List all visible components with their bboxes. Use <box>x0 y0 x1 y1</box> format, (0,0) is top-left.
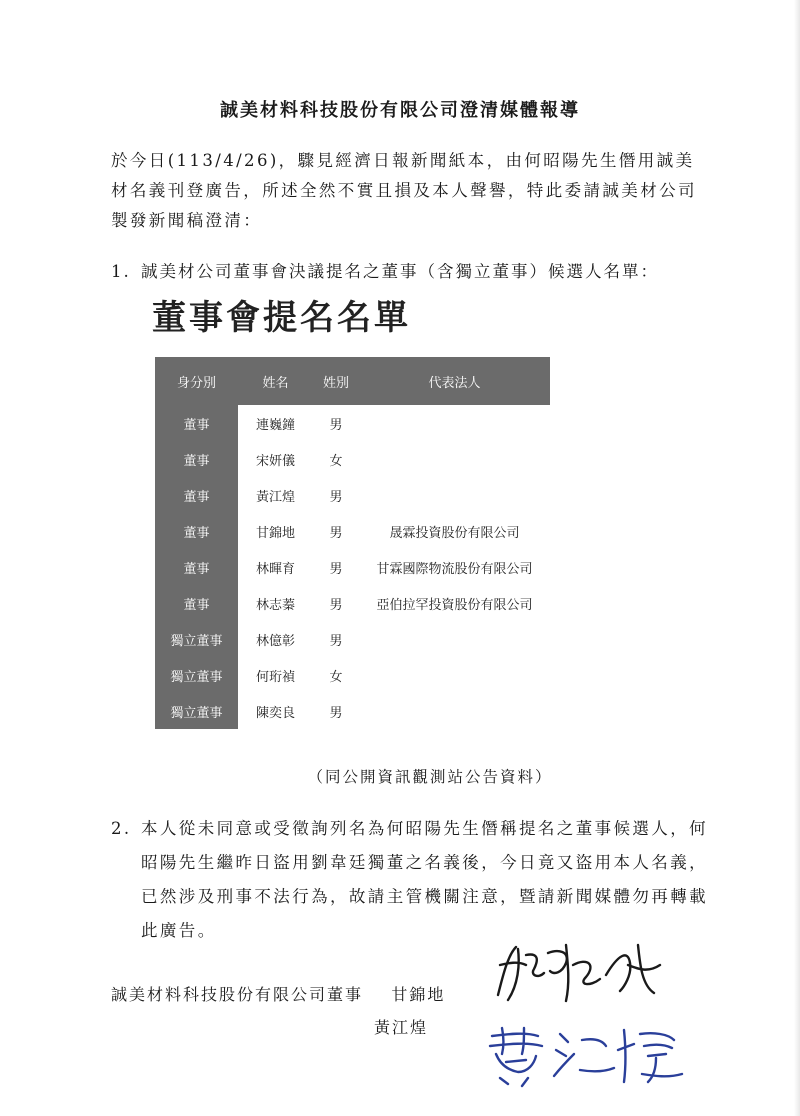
header-gender: 姓別 <box>313 357 359 405</box>
signer-name-2: 黃江煌 <box>374 1018 429 1037</box>
cell-role: 獨立董事 <box>155 657 238 693</box>
cell-role: 董事 <box>155 585 238 621</box>
cell-name: 甘錦地 <box>255 525 295 541</box>
cell-role: 董事 <box>155 513 238 549</box>
table-row <box>155 441 550 477</box>
cell-gender: 男 <box>329 489 343 505</box>
cell-rep: 晟霖投資股份有限公司 <box>389 525 520 541</box>
handwritten-signature-2 <box>478 1020 698 1090</box>
item-1-number: 1. <box>111 262 131 281</box>
cell-rep: 亞伯拉罕投資股份有限公司 <box>376 597 533 613</box>
cell-name: 宋妍儀 <box>255 453 295 469</box>
cell-name: 林志蓁 <box>255 597 295 613</box>
cell-rep <box>359 477 550 513</box>
cell-rep: 甘霖國際物流股份有限公司 <box>376 561 533 577</box>
intro-paragraph: 於今日(113/4/26)，驟見經濟日報新聞紙本，由何昭陽先生僭用誠美材名義刊登廣告，所述全然不實且損及本人聲譽，特此委請誠美材公司製發新聞稿澄清： <box>111 151 697 230</box>
page-edge-shadow <box>794 0 800 1116</box>
cell-role: 獨立董事 <box>155 621 238 657</box>
cell-gender: 男 <box>329 597 343 613</box>
item-1 <box>111 258 659 282</box>
handwritten-signature-1 <box>478 935 678 1015</box>
table-row <box>155 405 550 441</box>
cell-gender: 男 <box>329 525 343 541</box>
cell-rep <box>359 693 550 729</box>
item-2 <box>111 812 721 940</box>
signer-name-1: 甘錦地 <box>391 985 446 1004</box>
cell-gender: 女 <box>329 669 343 685</box>
cell-rep <box>359 405 550 441</box>
nominee-table <box>155 357 550 729</box>
header-role: 身分別 <box>155 357 238 405</box>
cell-rep <box>359 621 550 657</box>
cell-rep <box>359 441 550 477</box>
cell-name: 林億彰 <box>255 633 295 649</box>
cell-gender: 男 <box>329 561 343 577</box>
cell-name: 黃江煌 <box>255 489 295 505</box>
table-row <box>155 513 550 549</box>
cell-name: 陳奕良 <box>255 705 295 721</box>
table-row <box>155 621 550 657</box>
company-director-title <box>111 982 445 1005</box>
table-row <box>155 477 550 513</box>
cell-gender: 男 <box>329 417 343 433</box>
header-rep: 代表法人 <box>359 357 550 405</box>
cell-gender: 女 <box>329 453 343 469</box>
cell-role: 董事 <box>155 441 238 477</box>
cell-role: 董事 <box>155 477 238 513</box>
cell-name: 何珩禎 <box>255 669 295 685</box>
table-row <box>155 693 550 729</box>
table-caption: （同公開資訊觀測站公告資料） <box>307 768 553 786</box>
table-header-row <box>155 357 550 405</box>
item-1-text: 誠美材公司董事會決議提名之董事（含獨立董事）候選人名單： <box>141 262 659 281</box>
header-name: 姓名 <box>238 357 313 405</box>
item-2-text: 本人從未同意或受徵詢列名為何昭陽先生僭稱提名之董事候選人，何昭陽先生繼昨日盜用劉韋廷獨董之名義後，今日竟又盜用本人名義，已然涉及刑事不法行為，故請主管機關注意，暨請新聞媒體勿再轉載此廣告。 <box>141 819 708 940</box>
document-title: 誠美材料科技股份有限公司澄清媒體報導 <box>220 100 580 121</box>
cell-gender: 男 <box>329 633 343 649</box>
table-row <box>155 657 550 693</box>
item-2-number: 2. <box>111 819 132 838</box>
company-title: 誠美材料科技股份有限公司董事 <box>111 985 364 1004</box>
cell-name: 林暉育 <box>255 561 295 577</box>
cell-role: 董事 <box>155 405 238 441</box>
cell-rep <box>359 657 550 693</box>
table-row <box>155 549 550 585</box>
board-heading: 董事會提名名單 <box>152 298 411 338</box>
cell-gender: 男 <box>329 705 343 721</box>
cell-role: 董事 <box>155 549 238 585</box>
cell-role: 獨立董事 <box>155 693 238 729</box>
table-row <box>155 585 550 621</box>
cell-name: 連巍鐘 <box>255 417 295 433</box>
